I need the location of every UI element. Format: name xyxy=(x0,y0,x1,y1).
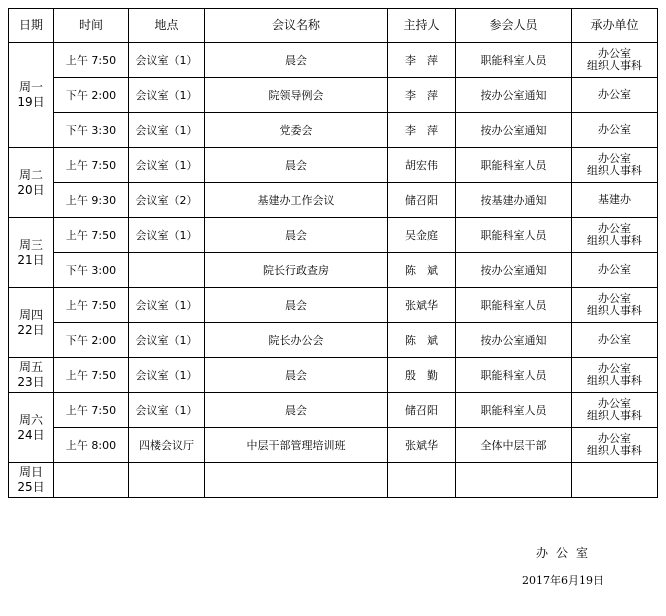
time-cell: 下午 3:30 xyxy=(54,113,129,148)
unit-line: 办公室 xyxy=(598,362,631,375)
unit-line: 办公室 xyxy=(598,222,631,235)
unit-line: 组织人事科 xyxy=(587,59,642,72)
place-cell: 会议室（1） xyxy=(129,288,205,323)
host-cell: 吴金庭 xyxy=(388,218,456,253)
host-cell: 胡宏伟 xyxy=(388,148,456,183)
header-date: 日期 xyxy=(9,9,54,43)
place-cell: 会议室（1） xyxy=(129,43,205,78)
unit-line: 办公室 xyxy=(598,432,631,445)
host-cell: 张斌华 xyxy=(388,428,456,463)
place-cell: 会议室（2） xyxy=(129,183,205,218)
header-meeting: 会议名称 xyxy=(205,9,388,43)
unit-line: 组织人事科 xyxy=(587,304,642,317)
day-label: 周日 xyxy=(18,465,43,479)
attendees-cell xyxy=(456,463,572,498)
header-unit: 承办单位 xyxy=(572,9,658,43)
table-row xyxy=(9,78,658,113)
attendees-cell: 职能科室人员 xyxy=(456,288,572,323)
meeting-cell: 院长办公会 xyxy=(205,323,388,358)
signoff-date: 2017年6月19日 xyxy=(522,574,604,587)
day-cell xyxy=(9,43,54,148)
header-host: 主持人 xyxy=(388,9,456,43)
table-row xyxy=(9,218,658,253)
time-cell: 上午 7:50 xyxy=(54,288,129,323)
header-attendees: 参会人员 xyxy=(456,9,572,43)
attendees-cell: 职能科室人员 xyxy=(456,358,572,393)
meeting-cell: 院领导例会 xyxy=(205,78,388,113)
time-cell: 上午 7:50 xyxy=(54,218,129,253)
unit-line: 组织人事科 xyxy=(587,444,642,457)
unit-cell xyxy=(572,43,658,78)
table-row xyxy=(9,463,658,498)
unit-cell xyxy=(572,218,658,253)
unit-cell xyxy=(572,288,658,323)
table-row xyxy=(9,183,658,218)
unit-line: 办公室 xyxy=(598,333,631,346)
table-row xyxy=(9,288,658,323)
meeting-cell: 晨会 xyxy=(205,288,388,323)
meeting-cell: 晨会 xyxy=(205,218,388,253)
place-cell xyxy=(129,253,205,288)
time-cell: 上午 8:00 xyxy=(54,428,129,463)
unit-cell xyxy=(572,253,658,288)
unit-line: 办公室 xyxy=(598,263,631,276)
table-row xyxy=(9,358,658,393)
unit-line: 办公室 xyxy=(598,292,631,305)
attendees-cell: 职能科室人员 xyxy=(456,393,572,428)
host-cell: 陈 斌 xyxy=(388,253,456,288)
table-row xyxy=(9,428,658,463)
header-row xyxy=(9,9,658,43)
unit-cell xyxy=(572,78,658,113)
place-cell: 会议室（1） xyxy=(129,113,205,148)
time-cell: 下午 2:00 xyxy=(54,323,129,358)
day-label: 周六 xyxy=(18,412,43,427)
unit-cell xyxy=(572,463,658,498)
host-cell: 陈 斌 xyxy=(388,323,456,358)
time-cell: 上午 7:50 xyxy=(54,393,129,428)
meeting-cell: 中层干部管理培训班 xyxy=(205,428,388,463)
table-row xyxy=(9,253,658,288)
unit-line: 组织人事科 xyxy=(587,164,642,177)
time-cell: 上午 7:50 xyxy=(54,358,129,393)
meeting-cell: 院长行政查房 xyxy=(205,253,388,288)
place-cell: 会议室（1） xyxy=(129,358,205,393)
unit-cell xyxy=(572,183,658,218)
host-cell: 储召阳 xyxy=(388,183,456,218)
day-date: 20日 xyxy=(17,182,45,197)
day-cell xyxy=(9,463,54,498)
table-row xyxy=(9,113,658,148)
meeting-cell: 党委会 xyxy=(205,113,388,148)
signoff-office: 办公室 xyxy=(536,546,597,560)
day-cell xyxy=(9,358,54,393)
unit-cell xyxy=(572,393,658,428)
table-row xyxy=(9,43,658,78)
place-cell: 会议室（1） xyxy=(129,323,205,358)
unit-line: 组织人事科 xyxy=(587,234,642,247)
host-cell: 储召阳 xyxy=(388,393,456,428)
attendees-cell: 职能科室人员 xyxy=(456,218,572,253)
day-date: 19日 xyxy=(17,95,45,109)
meeting-cell: 晨会 xyxy=(205,358,388,393)
host-cell: 殷 勤 xyxy=(388,358,456,393)
meeting-cell: 基建办工作会议 xyxy=(205,183,388,218)
unit-cell xyxy=(572,148,658,183)
place-cell: 会议室（1） xyxy=(129,78,205,113)
day-date: 23日 xyxy=(17,375,45,389)
time-cell: 上午 7:50 xyxy=(54,43,129,78)
place-cell: 四楼会议厅 xyxy=(129,428,205,463)
unit-line: 办公室 xyxy=(598,123,631,136)
unit-line: 组织人事科 xyxy=(587,409,642,422)
time-cell: 下午 3:00 xyxy=(54,253,129,288)
attendees-cell: 按办公室通知 xyxy=(456,113,572,148)
day-cell xyxy=(9,288,54,358)
host-cell: 张斌华 xyxy=(388,288,456,323)
table-row xyxy=(9,148,658,183)
time-cell: 下午 2:00 xyxy=(54,78,129,113)
place-cell: 会议室（1） xyxy=(129,393,205,428)
unit-cell xyxy=(572,358,658,393)
meeting-cell xyxy=(205,463,388,498)
day-date: 24日 xyxy=(17,427,45,442)
day-date: 22日 xyxy=(17,322,45,337)
day-cell xyxy=(9,218,54,288)
host-cell xyxy=(388,463,456,498)
unit-line: 办公室 xyxy=(598,88,631,101)
schedule-table xyxy=(8,8,658,498)
table-row xyxy=(9,393,658,428)
time-cell xyxy=(54,463,129,498)
attendees-cell: 按办公室通知 xyxy=(456,78,572,113)
attendees-cell: 职能科室人员 xyxy=(456,148,572,183)
host-cell: 李 萍 xyxy=(388,78,456,113)
day-cell xyxy=(9,393,54,463)
attendees-cell: 按办公室通知 xyxy=(456,253,572,288)
time-cell: 上午 9:30 xyxy=(54,183,129,218)
header-time: 时间 xyxy=(54,9,129,43)
unit-line: 办公室 xyxy=(598,47,631,60)
day-date: 21日 xyxy=(17,252,45,267)
day-label: 周二 xyxy=(18,167,43,182)
attendees-cell: 职能科室人员 xyxy=(456,43,572,78)
host-cell: 李 萍 xyxy=(388,113,456,148)
time-cell: 上午 7:50 xyxy=(54,148,129,183)
unit-cell xyxy=(572,428,658,463)
meeting-cell: 晨会 xyxy=(205,148,388,183)
day-label: 周四 xyxy=(18,307,43,322)
day-cell xyxy=(9,148,54,218)
day-label: 周三 xyxy=(18,237,43,252)
unit-cell xyxy=(572,113,658,148)
table-row xyxy=(9,323,658,358)
day-label: 周五 xyxy=(18,360,43,374)
day-date: 25日 xyxy=(17,480,45,494)
unit-line: 基建办 xyxy=(598,193,631,206)
place-cell: 会议室（1） xyxy=(129,218,205,253)
place-cell xyxy=(129,463,205,498)
meeting-cell: 晨会 xyxy=(205,393,388,428)
attendees-cell: 按基建办通知 xyxy=(456,183,572,218)
day-label: 周一 xyxy=(18,80,43,94)
unit-cell xyxy=(572,323,658,358)
place-cell: 会议室（1） xyxy=(129,148,205,183)
unit-line: 组织人事科 xyxy=(587,374,642,387)
meeting-cell: 晨会 xyxy=(205,43,388,78)
unit-line: 办公室 xyxy=(598,152,631,165)
attendees-cell: 按办公室通知 xyxy=(456,323,572,358)
attendees-cell: 全体中层干部 xyxy=(456,428,572,463)
unit-line: 办公室 xyxy=(598,397,631,410)
header-place: 地点 xyxy=(129,9,205,43)
host-cell: 李 萍 xyxy=(388,43,456,78)
